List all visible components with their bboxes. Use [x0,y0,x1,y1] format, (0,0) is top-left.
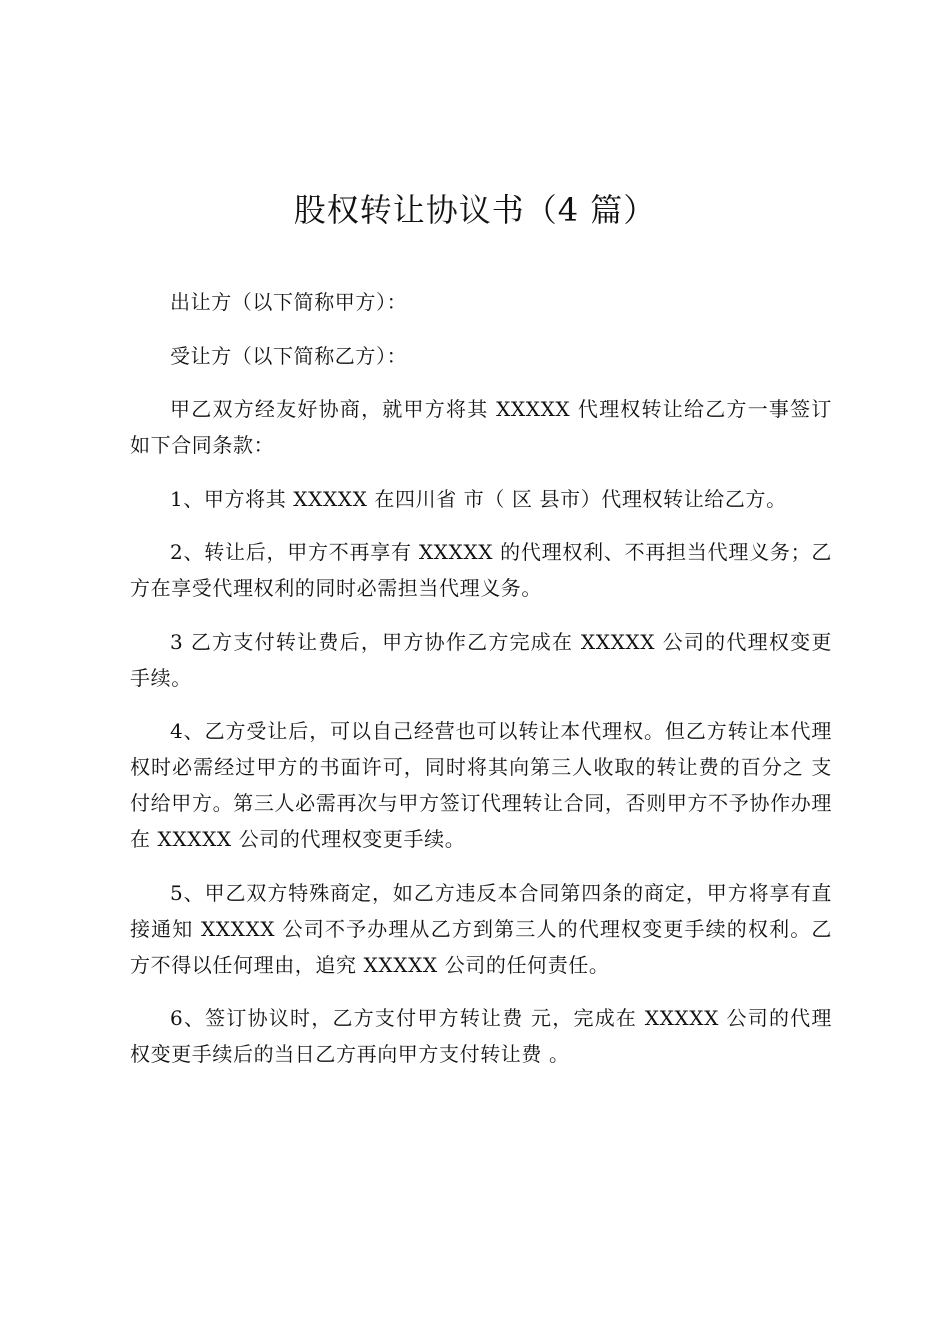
paragraph-preamble: 甲乙双方经友好协商，就甲方将其 XXXXX 代理权转让给乙方一事签订如下合同条款： [130,397,832,457]
paragraph-clause-2: 2、转让后，甲方不再享有 XXXXX 的代理权利、不再担当代理义务；乙方在享受代理权利的同时必需担当代理义务。 [130,540,832,600]
paragraph-clause-5: 5、甲乙双方特殊商定，如乙方违反本合同第四条的商定，甲方将享有直接通知 XXXXX 公司不予办理从乙方到第三人的代理权变更手续的权利。乙方不得以任何理由，追究 XXXXX 公司的任何责任。 [130,880,832,977]
paragraph-clause-1: 1、甲方将其 XXXXX 在四川省 市（ 区 县市）代理权转让给乙方。 [170,486,787,511]
paragraph-clause-3: 3 乙方支付转让费后，甲方协作乙方完成在 XXXXX 公司的代理权变更手续。 [130,629,832,690]
document-body [130,284,832,1090]
paragraph-clause-4: 4、乙方受让后，可以自己经营也可以转让本代理权。但乙方转让本代理权时必需经过甲方的书面许可，同时将其向第三人收取的转让费的百分之 支付给甲方。第三人必需再次与甲方签订代理转让合同，否则甲方不予协作办理在 XXXXX 公司的代理权变更手续。 [130,719,832,851]
paragraph-transferor: 出让方（以下简称甲方）： [170,290,408,314]
paragraph-transferee: 受让方（以下简称乙方）： [170,343,408,368]
paragraph-clause-6: 6、签订协议时，乙方支付甲方转让费 元，完成在 XXXXX 公司的代理权变更手续后的当日乙方再向甲方支付转让费 。 [130,1006,832,1066]
document-title: 股权转让协议书（4 篇） [293,191,657,229]
